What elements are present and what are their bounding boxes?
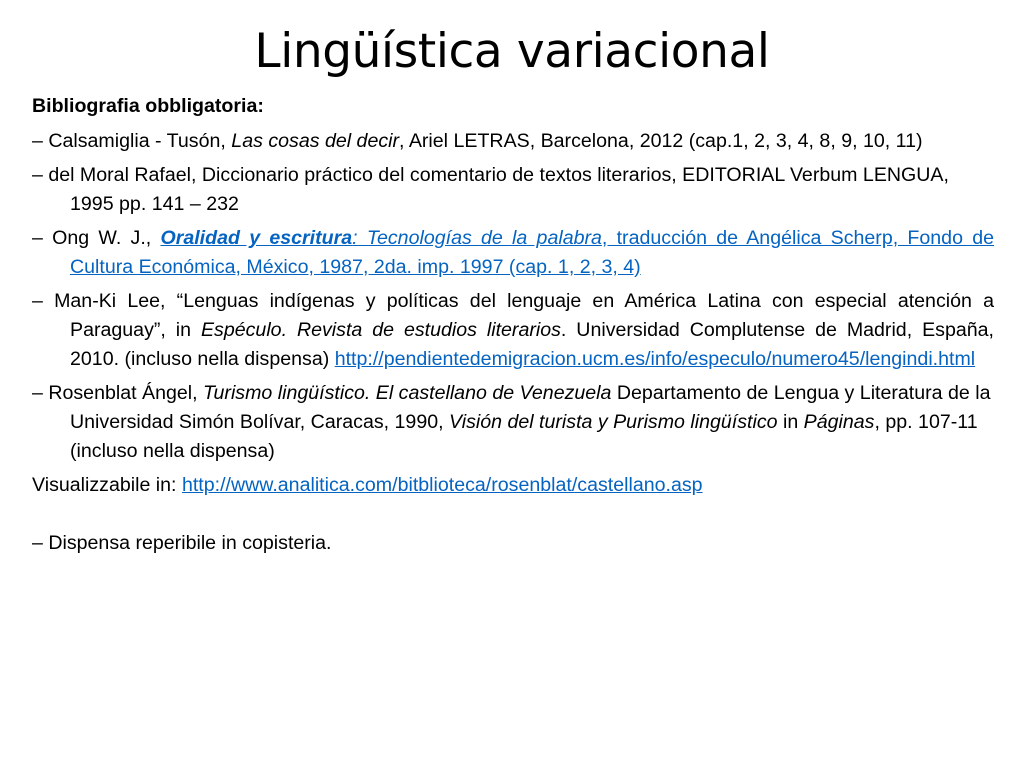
bibliography-entry-ong — [32, 224, 994, 282]
entry-journal-title: Espéculo. Revista de estudios literarios — [200, 319, 561, 341]
entry-text: – Man-Ki Lee, “Lenguas indígenas y políticas del lenguaje en América Latina con especial atención a Paraguay”, in — [32, 290, 994, 341]
entry-book-title: Páginas — [803, 411, 875, 433]
link-book-title: Oralidad y escritura — [160, 227, 353, 249]
analitica-url-link[interactable]: http://www.analitica.com/bitblioteca/rosenblat/castellano.asp — [181, 474, 703, 496]
bibliography-content — [32, 92, 994, 563]
visualizzabile-line — [32, 471, 994, 500]
bibliography-entry-calsamiglia — [32, 127, 994, 156]
especulo-url-link[interactable]: http://pendientedemigracion.ucm.es/info/especulo/numero45/lengindi.html — [334, 348, 976, 370]
ong-book-link[interactable] — [70, 227, 994, 278]
link-book-subtitle: : Tecnologías de la palabra — [352, 227, 602, 249]
entry-text: – Calsamiglia - Tusón, — [32, 130, 232, 152]
entry-book-title: Turismo lingüístico. El castellano de Venezuela — [203, 382, 612, 404]
entry-text: – Rosenblat Ángel, — [32, 382, 204, 404]
entry-text: , Ariel LETRAS, Barcelona, 2012 (cap.1, 2, 3, 4, 8, 9, 10, 11) — [399, 130, 923, 152]
entry-text: – del Moral Rafael, Diccionario práctico del comentario de textos literarios, EDITORIAL Verbum LENGUA, 1995 pp. 141 – 232 — [32, 164, 949, 215]
entry-text: – Ong W. J., — [32, 227, 161, 249]
entry-text: . Universidad Complutense de Madrid, España, 2010. (incluso nella dispensa) — [70, 319, 994, 370]
slide-title: Lingüística variacional — [254, 24, 770, 79]
entry-text: in — [777, 411, 804, 433]
bibliography-heading: Bibliografia obbligatoria: — [32, 95, 264, 117]
entry-text: , pp. 107-11 (incluso nella dispensa) — [70, 411, 978, 462]
entry-book-title: Las cosas del decir — [231, 130, 400, 152]
bibliography-entry-del-moral — [32, 161, 994, 219]
dispensa-note: – Dispensa reperibile in copisteria. — [32, 532, 332, 554]
visualizzabile-label: Visualizzabile in: — [32, 474, 182, 496]
link-book-details: , traducción de Angélica Scherp, Fondo de Cultura Económica, México, 1987, 2da. imp. 1997 (cap. 1, 2, 3, 4) — [70, 227, 995, 278]
bibliography-entry-man-ki-lee — [32, 287, 994, 374]
bibliography-entry-rosenblat — [32, 379, 994, 466]
entry-chapter-title: Visión del turista y Purismo lingüístico — [449, 411, 778, 433]
entry-text: Departamento de Lengua y Literatura de la Universidad Simón Bolívar, Caracas, 1990, — [70, 382, 991, 433]
